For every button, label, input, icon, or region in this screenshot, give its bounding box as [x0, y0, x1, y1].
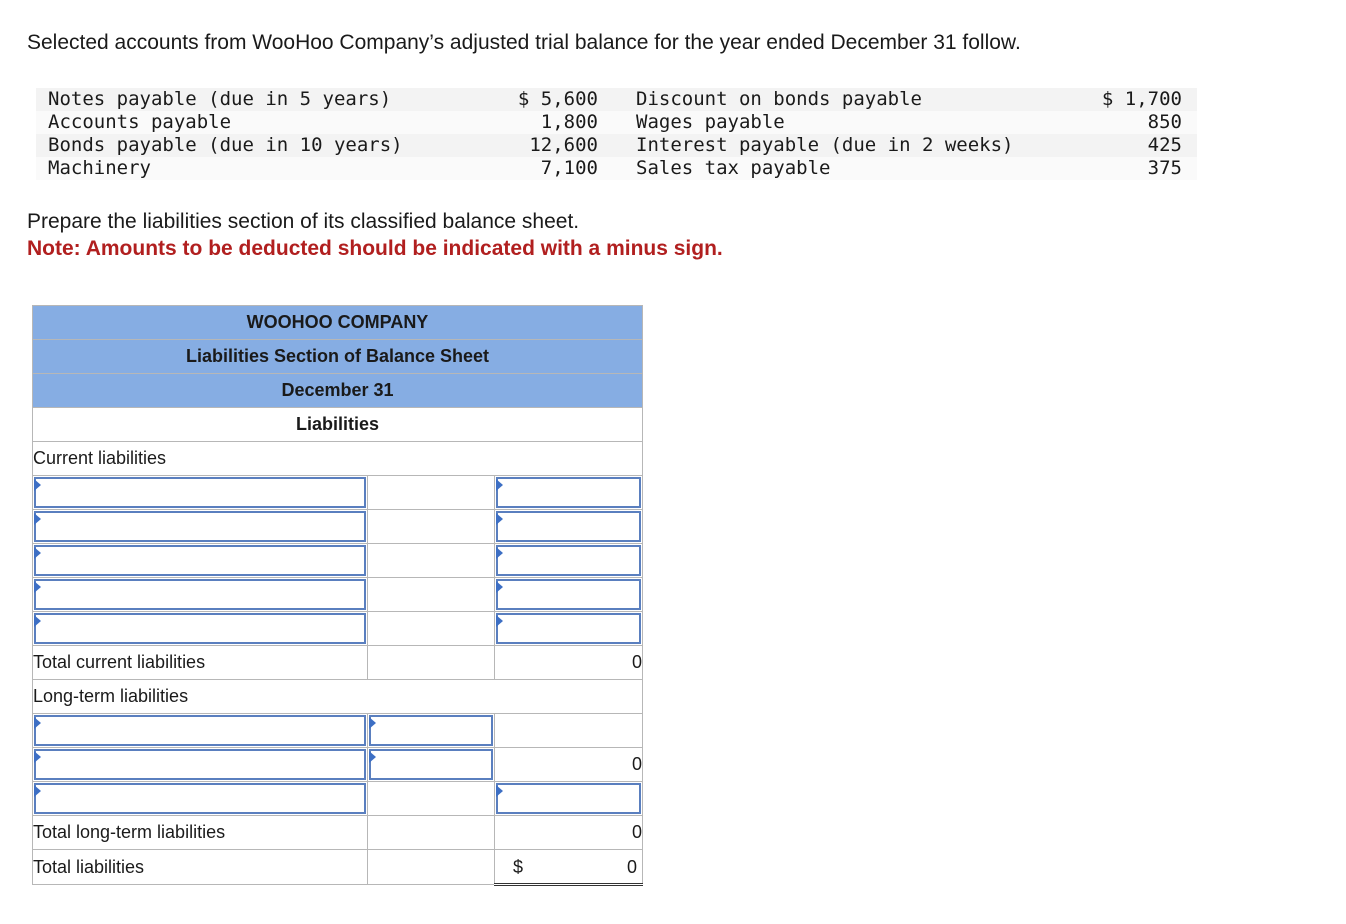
long-term-subtotal-value: 0 — [495, 748, 643, 782]
account-name: Notes payable (due in 5 years) — [48, 88, 392, 110]
total-liabilities-label: Total liabilities — [33, 850, 368, 885]
dropdown-arrow-icon — [496, 785, 503, 797]
account-name: Sales tax payable — [636, 157, 831, 179]
account-row — [36, 88, 1197, 111]
note-text: Note: Amounts to be deducted should be indicated with a minus sign. — [27, 237, 723, 260]
dropdown-arrow-icon — [34, 479, 41, 491]
long-term-liability-row — [33, 748, 643, 782]
accounts-list — [36, 88, 1197, 180]
account-name: Interest payable (due in 2 weeks) — [636, 134, 1014, 156]
account-amount: 850 — [1147, 111, 1182, 133]
sheet-date: December 31 — [33, 374, 643, 408]
intro-text: Selected accounts from WooHoo Company’s adjusted trial balance for the year ended December 31 follow. — [27, 31, 1021, 54]
long-term-liability-row — [33, 714, 643, 748]
total-long-term-liabilities-label: Total long-term liabilities — [33, 816, 368, 850]
account-select[interactable] — [33, 476, 368, 510]
amount-input[interactable] — [495, 782, 643, 816]
dropdown-arrow-icon — [34, 513, 41, 525]
account-select[interactable] — [33, 544, 368, 578]
amount-input[interactable] — [495, 578, 643, 612]
dropdown-arrow-icon — [34, 581, 41, 593]
account-select[interactable] — [33, 748, 368, 782]
current-liability-row — [33, 476, 643, 510]
amount-input[interactable] — [368, 748, 495, 782]
current-liability-row — [33, 612, 643, 646]
sheet-title: Liabilities Section of Balance Sheet — [33, 340, 643, 374]
amount-input[interactable] — [495, 612, 643, 646]
account-row — [36, 157, 1197, 180]
dropdown-arrow-icon — [34, 615, 41, 627]
account-amount: 12,600 — [529, 134, 598, 156]
total-long-term-liabilities-value: 0 — [495, 816, 643, 850]
account-select[interactable] — [33, 578, 368, 612]
account-amount: 375 — [1147, 157, 1182, 179]
total-liabilities-value: 0 — [626, 857, 637, 877]
amount-input[interactable] — [495, 544, 643, 578]
dropdown-arrow-icon — [369, 717, 376, 729]
dropdown-arrow-icon — [496, 581, 503, 593]
dropdown-arrow-icon — [34, 717, 41, 729]
account-amount: $ 1,700 — [1101, 88, 1182, 110]
current-liability-row — [33, 544, 643, 578]
amount-input[interactable] — [368, 714, 495, 748]
account-name: Machinery — [48, 157, 151, 179]
section-title: Liabilities — [33, 408, 643, 442]
account-select[interactable] — [33, 510, 368, 544]
currency-symbol: $ — [513, 857, 524, 877]
instruction-text: Prepare the liabilities section of its classified balance sheet. — [27, 210, 580, 233]
account-name: Discount on bonds payable — [636, 88, 922, 110]
account-name: Bonds payable (due in 10 years) — [48, 134, 403, 156]
dropdown-arrow-icon — [496, 479, 503, 491]
current-liability-row — [33, 510, 643, 544]
account-amount: $ 5,600 — [517, 88, 598, 110]
total-current-liabilities-value: 0 — [495, 646, 643, 680]
current-liability-row — [33, 578, 643, 612]
amount-input[interactable] — [495, 476, 643, 510]
long-term-liability-row — [33, 782, 643, 816]
account-select[interactable] — [33, 782, 368, 816]
dropdown-arrow-icon — [496, 615, 503, 627]
account-select[interactable] — [33, 714, 368, 748]
account-name: Wages payable — [636, 111, 785, 133]
account-amount: 425 — [1147, 134, 1182, 156]
account-name: Accounts payable — [48, 111, 232, 133]
account-select[interactable] — [33, 612, 368, 646]
company-name: WOOHOO COMPANY — [33, 306, 643, 340]
dropdown-arrow-icon — [496, 513, 503, 525]
total-liabilities-cell — [495, 850, 643, 885]
account-row — [36, 134, 1197, 157]
dropdown-arrow-icon — [496, 547, 503, 559]
current-liabilities-label: Current liabilities — [33, 442, 643, 476]
account-row — [36, 111, 1197, 134]
dropdown-arrow-icon — [34, 547, 41, 559]
amount-input[interactable] — [495, 510, 643, 544]
balance-sheet-table — [32, 305, 643, 886]
account-amount: 7,100 — [540, 157, 598, 179]
total-current-liabilities-label: Total current liabilities — [33, 646, 368, 680]
dropdown-arrow-icon — [34, 785, 41, 797]
dropdown-arrow-icon — [34, 751, 41, 763]
dropdown-arrow-icon — [369, 751, 376, 763]
account-amount: 1,800 — [540, 111, 598, 133]
long-term-liabilities-label: Long-term liabilities — [33, 680, 643, 714]
